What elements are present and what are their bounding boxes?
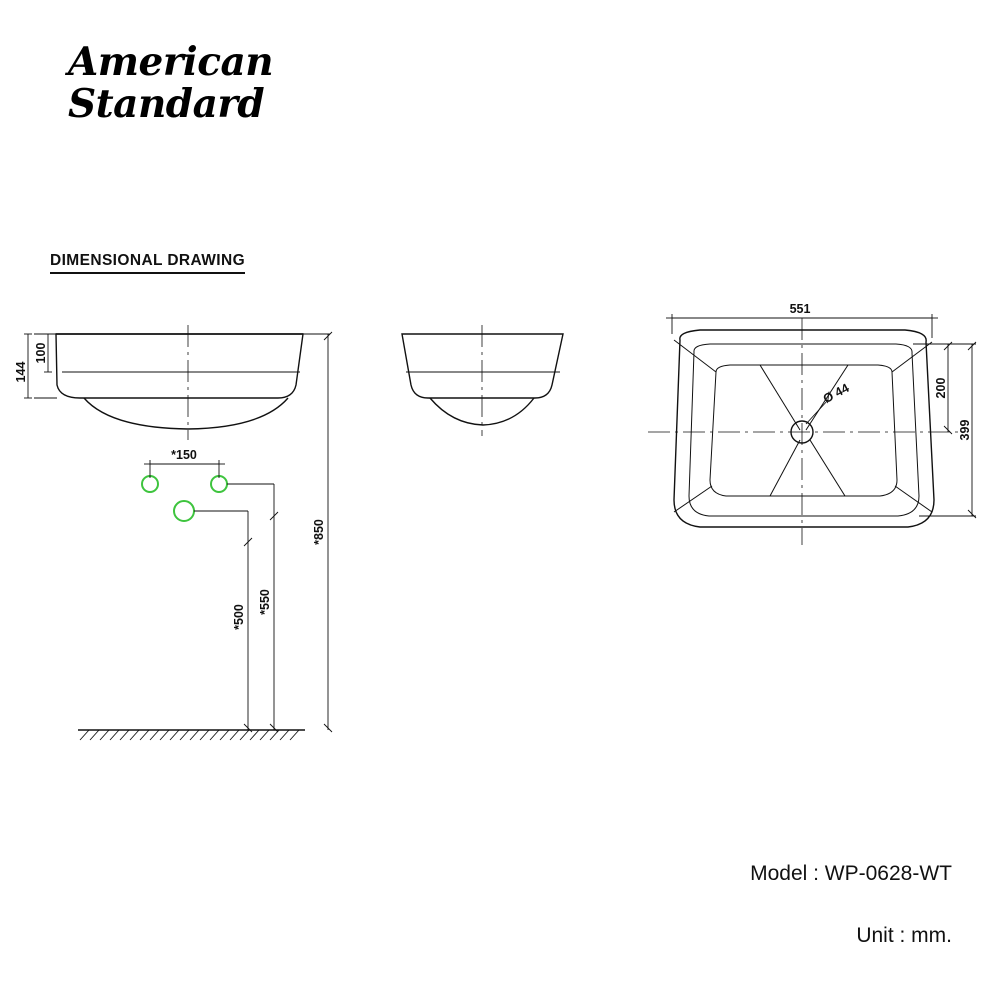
dim-text-500: *500 — [232, 604, 246, 630]
dim-text-551: 551 — [789, 302, 811, 316]
water-supply-right-icon — [211, 476, 227, 492]
brand-line-1: American — [68, 39, 274, 85]
drain-outlet-icon — [174, 501, 194, 521]
dim-text-144: 144 — [14, 361, 28, 383]
plumbing-layout — [78, 332, 332, 740]
dim-text-150: *150 — [171, 448, 197, 462]
dim-text-850: *850 — [312, 519, 326, 545]
side-elevation-view — [402, 325, 563, 436]
brand-line-2: Standard — [68, 81, 265, 127]
unit-label: Unit : mm. — [856, 924, 952, 947]
dim-text-100: 100 — [34, 342, 48, 364]
model-number-label: Model : WP-0628-WT — [750, 862, 952, 885]
front-elevation-view — [56, 325, 303, 440]
dim-bowl-width-200 — [913, 342, 952, 434]
water-supply-left-icon — [142, 476, 158, 492]
dim-text-550: *550 — [258, 589, 272, 615]
dim-text-200: 200 — [934, 377, 948, 399]
dim-text-diameter-44: Ø 44 — [820, 380, 852, 407]
dim-text-399: 399 — [958, 419, 972, 441]
top-plan-view — [648, 318, 960, 545]
page-title: DIMENSIONAL DRAWING — [50, 252, 245, 274]
dim-rim-height-100 — [34, 334, 52, 372]
floor-hatching — [80, 730, 299, 740]
